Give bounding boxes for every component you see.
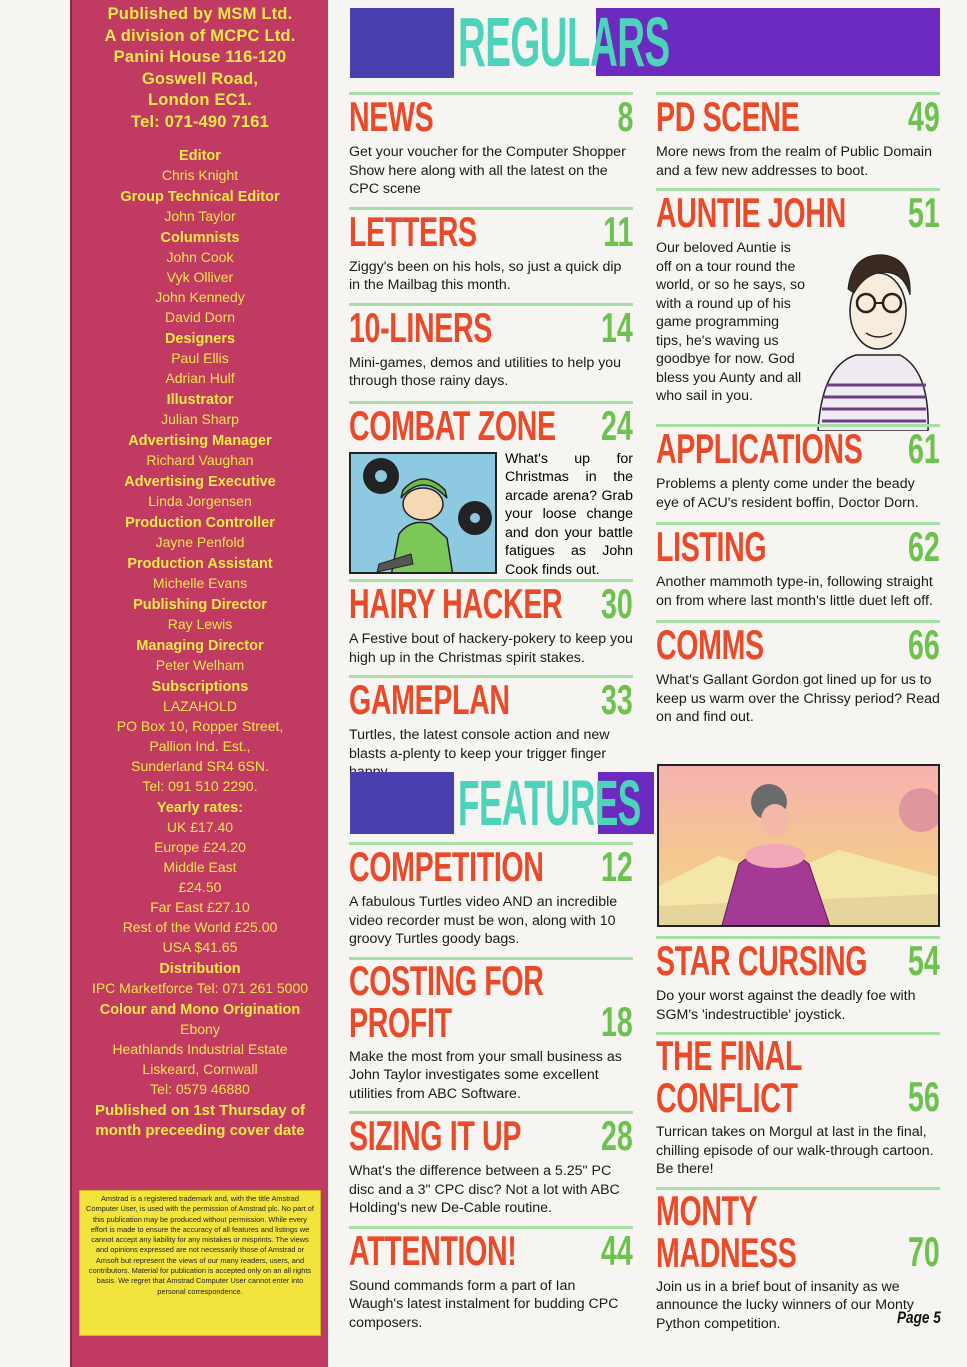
credit-role: Production Assistant <box>127 556 273 572</box>
contents-entry-news[interactable] <box>349 92 633 207</box>
credit-name: Rest of the World £25.00 <box>122 919 278 935</box>
credit-name: Far East £27.10 <box>150 899 250 915</box>
entry-page-number: 14 <box>601 303 633 351</box>
entry-description: What's the difference between a 5.25" PC disc and a 3" CPC disc? Not a lot with ABC Holding's new De-Cable routine. <box>349 1163 620 1216</box>
entry-description: Another mammoth type-in, following straight on from where last month's little duet left off. <box>656 574 933 609</box>
contents-column-left-features <box>349 842 633 1338</box>
publisher-line: London EC1. <box>148 91 252 109</box>
credit-name: Middle East <box>163 859 237 875</box>
credit-role: Production Controller <box>125 515 275 531</box>
entry-description: A Festive bout of hackery-pokery to keep you high up in the Christmas spirit stakes. <box>349 631 633 666</box>
entry-title: APPLICATIONS <box>656 425 863 472</box>
contents-column-left <box>349 92 633 788</box>
credit-name: Ebony <box>180 1021 220 1037</box>
credits-sidebar <box>70 0 328 1367</box>
credit-role: Advertising Executive <box>124 474 276 490</box>
entry-page-number: 11 <box>602 207 633 255</box>
contents-column-right-bottom <box>656 936 940 1339</box>
credit-name: Julian Sharp <box>161 411 239 427</box>
contents-entry-combat-zone[interactable] <box>349 401 633 580</box>
entry-page-number: 49 <box>908 93 940 140</box>
entry-title: SIZING IT UP <box>349 1112 522 1159</box>
publisher-block <box>72 4 328 133</box>
features-band-left <box>350 772 454 834</box>
credit-role: Publishing Director <box>133 597 267 613</box>
credit-name: John Cook <box>166 249 234 265</box>
entry-description: Do your worst against the deadly foe with SGM's 'indestructible' joystick. <box>656 988 916 1023</box>
entry-title: LETTERS <box>349 207 477 255</box>
contents-entry-listing[interactable] <box>656 522 940 620</box>
entry-description: Make the most from your small business as John Taylor investigates some excellent utilities from ABC Software. <box>349 1048 622 1102</box>
credit-name: Tel: 0579 46880 <box>150 1081 250 1097</box>
credit-name: Adrian Hulf <box>165 370 235 386</box>
entry-title: AUNTIE JOHN <box>656 189 846 236</box>
entry-page-number: 51 <box>908 189 940 236</box>
credit-name: USA $41.65 <box>162 939 238 955</box>
entry-page-number: 56 <box>908 1073 940 1120</box>
credit-name: Ray Lewis <box>167 616 233 632</box>
credit-role: Distribution <box>159 961 241 977</box>
credit-name: Pallion Ind. Est., <box>149 738 251 754</box>
star-cursing-illustration <box>657 764 940 927</box>
entry-page-number: 28 <box>601 1112 633 1159</box>
credit-role: Columnists <box>160 230 240 246</box>
entry-page-number: 44 <box>601 1226 633 1274</box>
entry-description: Turtles, the latest console action and new blasts a-plenty to keep your trigger finger <box>349 727 610 762</box>
entry-description: What's Gallant Gordon got lined up for us to keep us warm over the Chrissy period? Read on and find out. <box>656 672 940 725</box>
credit-name: Richard Vaughan <box>146 452 254 468</box>
contents-entry-pd-scene[interactable] <box>656 92 940 188</box>
section-title-features: FEATURES <box>458 767 641 839</box>
credit-name: John Kennedy <box>155 289 245 305</box>
publication-date-note: Published on 1st Thursday of month preceeding cover date <box>94 1102 306 1139</box>
credit-name: Jayne Penfold <box>155 534 245 550</box>
contents-entry-costing-for-profit[interactable] <box>349 957 633 1112</box>
credit-name: Peter Welham <box>155 657 245 673</box>
contents-entry-applications[interactable] <box>656 424 940 522</box>
credit-name: Tel: 091 510 2290. <box>142 778 258 794</box>
entry-page-number: 24 <box>601 401 633 449</box>
entry-page-number: 66 <box>908 621 940 668</box>
entry-description: Turrican takes on Morgul at last in the final, chilling episode of our walk-through cartoon. Be there! <box>656 1124 934 1177</box>
credit-name: Paul Ellis <box>171 350 229 366</box>
credit-role: Yearly rates: <box>156 800 244 816</box>
credit-name: Liskeard, Cornwall <box>142 1061 258 1077</box>
entry-page-number: 62 <box>908 523 940 570</box>
credit-name: £24.50 <box>178 879 222 895</box>
entry-description: A fabulous Turtles video AND an incredible video recorder must be won, along with 10 groovy Turtles goody bags. <box>349 894 618 947</box>
publisher-line: A division of MCPC Ltd. <box>104 26 296 45</box>
credit-name: Linda Jorgensen <box>148 493 252 509</box>
contents-entry-sizing-it-up[interactable] <box>349 1111 633 1226</box>
entry-title: ATTENTION! <box>349 1226 517 1274</box>
entry-title: 10-LINERS <box>349 303 492 351</box>
regulars-band-left <box>350 8 454 78</box>
entry-title: HAIRY HACKER <box>349 580 563 627</box>
credit-role: Illustrator <box>166 392 234 408</box>
credit-role: Colour and Mono Origination <box>99 1002 301 1018</box>
entry-page-number: 70 <box>908 1227 940 1275</box>
entry-description: Sound commands form a part of Ian Waugh's latest instalment for budding CPC composers. <box>349 1277 619 1331</box>
contents-entry-attention[interactable] <box>349 1226 633 1339</box>
credit-role: Subscriptions <box>151 679 249 695</box>
entry-description: Mini-games, demos and utilities to help you through those rainy days. <box>349 354 622 389</box>
entry-description: Problems a plenty come under the beady eye of ACU's resident boffin, Doctor Dorn. <box>656 476 919 511</box>
publisher-line: Published by MSM Ltd. <box>107 5 293 23</box>
credit-name: John Taylor <box>164 208 236 224</box>
credit-name: Michelle Evans <box>152 575 248 591</box>
contents-entry-competition[interactable] <box>349 842 633 957</box>
contents-entry-auntie-john[interactable] <box>656 188 940 424</box>
entry-page-number: 54 <box>908 937 940 984</box>
entry-title: COSTING FOR PROFIT <box>349 956 544 1046</box>
entry-page-number: 8 <box>617 93 633 140</box>
contents-entry-the-final-conflict[interactable] <box>656 1032 940 1187</box>
entry-page-number: 18 <box>601 997 633 1045</box>
credit-role: Designers <box>164 331 236 347</box>
credit-role: Advertising Manager <box>128 433 272 449</box>
entry-title: GAMEPLAN <box>349 676 510 723</box>
entry-title: COMBAT ZONE <box>349 401 556 449</box>
entry-description: Our beloved Auntie is off on a tour round the world, or so he says, so with a round up of his game programming tips, he's waving us goodbye for now. God bless you Aunty and all who sail in you. <box>656 240 806 404</box>
credit-name: Sunderland SR4 6SN. <box>131 758 269 774</box>
entry-title: PD SCENE <box>656 93 800 140</box>
credit-name: Heathlands Industrial Estate <box>112 1041 288 1057</box>
credit-name: IPC Marketforce Tel: 071 261 5000 <box>91 980 309 996</box>
entry-title: STAR CURSING <box>656 937 868 984</box>
credit-name: LAZAHOLD <box>163 698 237 714</box>
entry-description: Get your voucher for the Computer Shopper Show here along with all the latest on the CPC scene <box>349 144 626 197</box>
credit-role: Editor <box>179 148 221 164</box>
credits-list <box>72 147 328 1099</box>
entry-page-number: 12 <box>601 843 633 890</box>
entry-description: What's up for Christmas in the arcade arena? Grab your loose change and don your battle fatigues as John Cook finds out. <box>505 450 633 578</box>
contents-entry-letters[interactable] <box>349 207 633 303</box>
entry-page-number: 30 <box>601 580 633 627</box>
entry-page-number: 33 <box>601 676 633 723</box>
publisher-line: Panini House 116-120 <box>113 48 287 66</box>
contents-entry-star-cursing[interactable] <box>656 936 940 1032</box>
entry-title: MONTY MADNESS <box>656 1186 797 1276</box>
publisher-line: Tel: 071-490 7161 <box>131 112 269 131</box>
credit-name: David Dorn <box>164 309 236 325</box>
contents-entry-hairy-hacker[interactable] <box>349 579 633 675</box>
entry-title: COMPETITION <box>349 843 544 890</box>
auntie-john-caricature <box>808 245 936 431</box>
contents-entry-comms[interactable] <box>656 620 940 733</box>
credit-name: PO Box 10, Ropper Street, <box>116 718 284 734</box>
entry-description: Ziggy's been on his hols, so just a quick dip in the Mailbag this month. <box>349 258 622 293</box>
publisher-line: Goswell Road, <box>141 69 259 88</box>
combat-zone-illustration <box>349 452 497 574</box>
credit-name: Chris Knight <box>161 167 239 183</box>
entry-title: LISTING <box>656 523 767 570</box>
credit-name: UK £17.40 <box>166 819 234 835</box>
credit-role: Managing Director <box>136 638 264 654</box>
page-number: Page 5 <box>897 1308 941 1327</box>
contents-entry-10-liners[interactable] <box>349 303 633 401</box>
credit-name: Europe £24.20 <box>154 839 246 855</box>
entry-page-number: 61 <box>908 425 940 472</box>
section-title-regulars: REGULARS <box>458 3 670 81</box>
entry-description: More news from the realm of Public Domain and a few new addresses to boot. <box>656 144 932 179</box>
entry-description: Join us in a brief bout of insanity as we announce the lucky winners of our Monty Python competition. <box>656 1278 914 1332</box>
entry-title: THE FINAL CONFLICT <box>656 1032 803 1121</box>
entry-title: NEWS <box>349 93 434 140</box>
legal-disclaimer: Amstrad is a registered trademark and, with the title Amstrad Computer User, is used with the permission of Amstrad plc. No part of this publication may be produced without permission. While every effort is made to ensure the accuracy of all features and listings we cannot accept any liability for any mistakes or misprints. The views and opinions expressed are not necessarily those of Amstrad or Amsoft but represent the views of our many readers, users, and contributors. Material for publication is accepted only on an all rights basis. We regret that Amstrad Computer User cannot enter into personal correspondence. <box>79 1190 321 1336</box>
credit-name: Vyk Olliver <box>166 269 234 285</box>
entry-title: COMMS <box>656 621 764 668</box>
credit-role: Group Technical Editor <box>120 189 280 205</box>
contents-column-right <box>656 92 940 733</box>
